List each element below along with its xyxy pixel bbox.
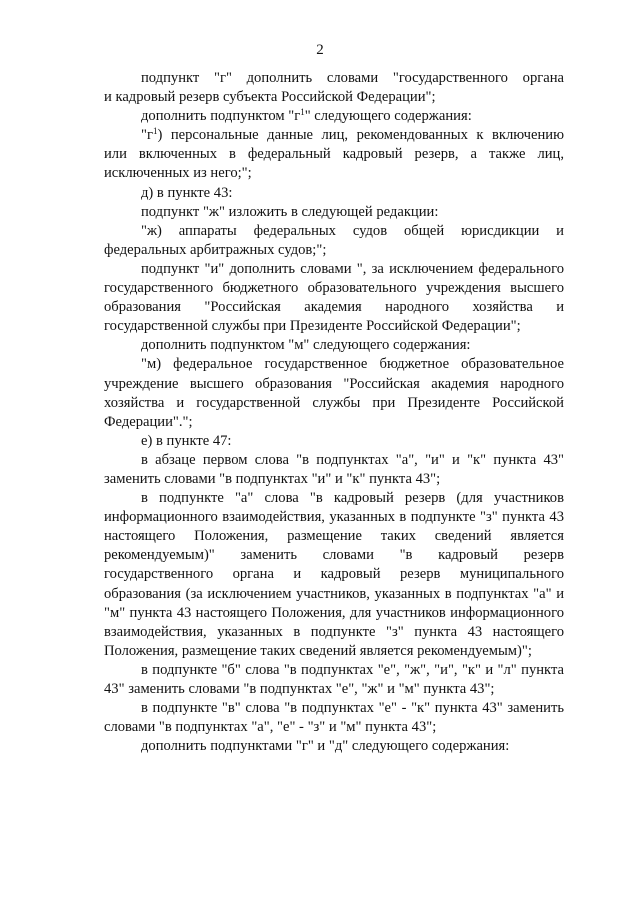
paragraph: в подпункте "в" слова "в подпунктах "е" - "к" пункта 43" заменить словами "в подпунктах "а", "е" - "з" и "м" пункта 43";	[104, 700, 564, 736]
paragraph	[104, 69, 564, 107]
paragraph: дополнить подпунктом "м" следующего содержания:	[141, 337, 471, 354]
text-run: дополнить подпунктом "г	[141, 108, 301, 125]
paragraph-line: подпункт "г" дополнить словами "государственного органа	[141, 70, 564, 86]
document-body	[104, 69, 564, 756]
paragraph: д) в пункте 43:	[141, 184, 233, 201]
paragraph: подпункт "ж" изложить в следующей редакции:	[141, 203, 439, 220]
paragraph: дополнить подпунктами "г" и "д" следующего содержания:	[141, 738, 510, 755]
paragraph: в подпункте "а" слова "в кадровый резерв (для участников информационного взаимодействия, указанных в подпункте "з" пункта 43 настоящего Положения, размещение таких сведений является рекомендуемым)" заменить словами "в кадровый резерв государственного органа и кадровый резерв муниципального образования (за исключением участников, указанных в подпунктах "а" и "м" пункта 43 настоящего Положения, для участников информационного взаимодействия, указанных в подпункте "з" пункта 43 настоящего Положения, размещение таких сведений является рекомендуемым)";	[104, 490, 564, 659]
paragraph: е) в пункте 47:	[141, 432, 232, 449]
superscript: 1	[300, 107, 305, 118]
paragraph: подпункт "и" дополнить словами ", за исключением федерального государственного бюджетного образовательного учреждения высшего образования "Российская академия народного хозяйства и государственной службы при Президенте Российской Федерации";	[104, 260, 564, 335]
paragraph: "ж) аппараты федеральных судов общей юрисдикции и федеральных арбитражных судов;";	[104, 222, 564, 258]
paragraph	[104, 126, 564, 183]
page-number: 2	[316, 42, 324, 58]
paragraph: "м) федеральное государственное бюджетное образовательное учреждение высшего образования "Российская академия народного хозяйства и государственной службы при Президенте Российской Федерации".";	[104, 356, 564, 430]
paragraph: в абзаце первом слова "в подпунктах "а", "и" и "к" пункта 43" заменить словами "в подпунктах "и" и "к" пункта 43";	[104, 451, 564, 487]
paragraph-line	[104, 126, 564, 145]
paragraph-line: или включенных в федеральный кадровый резерв, а также лиц, исключенных из него;";	[104, 146, 564, 182]
paragraph: в подпункте "б" слова "в подпунктах "е", "ж", "и", "к" и "л" пункта 43" заменить словами "в подпунктах "е", "ж" и "м" пункта 43";	[104, 661, 564, 697]
text-run: "г	[141, 127, 153, 144]
superscript: 1	[152, 126, 158, 137]
text-run: " следующего содержания:	[304, 108, 472, 125]
paragraph-line: и кадровый резерв субъекта Российской Федерации";	[104, 89, 436, 106]
paragraph	[104, 107, 564, 126]
text-run: ) персональные данные лиц, рекомендованных к включению	[157, 127, 564, 144]
